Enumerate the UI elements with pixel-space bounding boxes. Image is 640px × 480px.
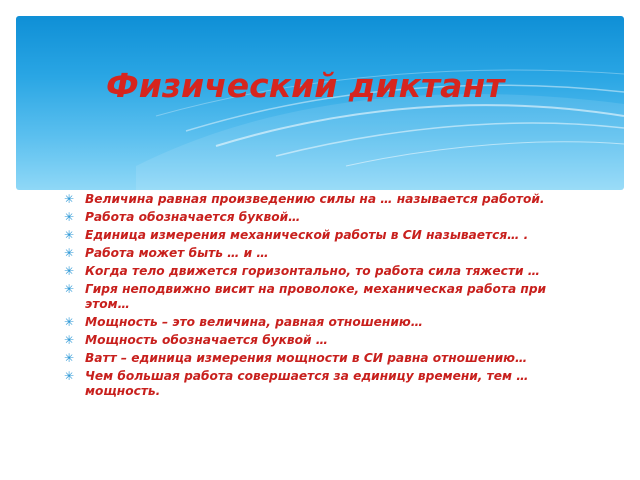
- list-item: [64, 210, 584, 225]
- star-bullet-icon: ✳: [64, 282, 75, 296]
- star-bullet-icon: ✳: [64, 246, 75, 260]
- list-item: [64, 264, 584, 279]
- list-item-text: Мощность – это величина, равная отношению…: [85, 315, 423, 329]
- list-item-text: Ватт – единица измерения мощности в СИ равна отношению…: [85, 351, 528, 365]
- star-bullet-icon: ✳: [64, 315, 75, 329]
- list-item-text: Единица измерения механической работы в СИ называется… .: [85, 228, 529, 242]
- list-item-text: Когда тело движется горизонтально, то работа сила тяжести …: [85, 264, 540, 278]
- title-banner: [16, 16, 624, 190]
- list-item: [64, 333, 584, 348]
- list-item: [64, 351, 584, 366]
- list-item-text: Мощность обозначается буквой …: [85, 333, 328, 347]
- bullet-list: [64, 192, 584, 402]
- star-bullet-icon: ✳: [64, 369, 75, 383]
- star-bullet-icon: ✳: [64, 333, 75, 347]
- star-bullet-icon: ✳: [64, 210, 75, 224]
- list-item: [64, 369, 584, 399]
- list-item-text: Работа может быть … и …: [85, 246, 269, 260]
- star-bullet-icon: ✳: [64, 351, 75, 365]
- list-item-text: Чем большая работа совершается за единицу времени, тем … мощность.: [85, 369, 529, 398]
- star-bullet-icon: ✳: [64, 192, 75, 206]
- star-bullet-icon: ✳: [64, 228, 75, 242]
- star-bullet-icon: ✳: [64, 264, 75, 278]
- list-item-text: Величина равная произведению силы на … называется работой.: [85, 192, 545, 206]
- list-item-text: Гиря неподвижно висит на проволоке, механическая работа при этом…: [85, 282, 547, 311]
- list-item: [64, 228, 584, 243]
- list-item: [64, 192, 584, 207]
- list-item-text: Работа обозначается буквой…: [85, 210, 301, 224]
- slide-title: Физический диктант: [106, 66, 505, 105]
- list-item: [64, 246, 584, 261]
- list-item: [64, 315, 584, 330]
- list-item: [64, 282, 584, 312]
